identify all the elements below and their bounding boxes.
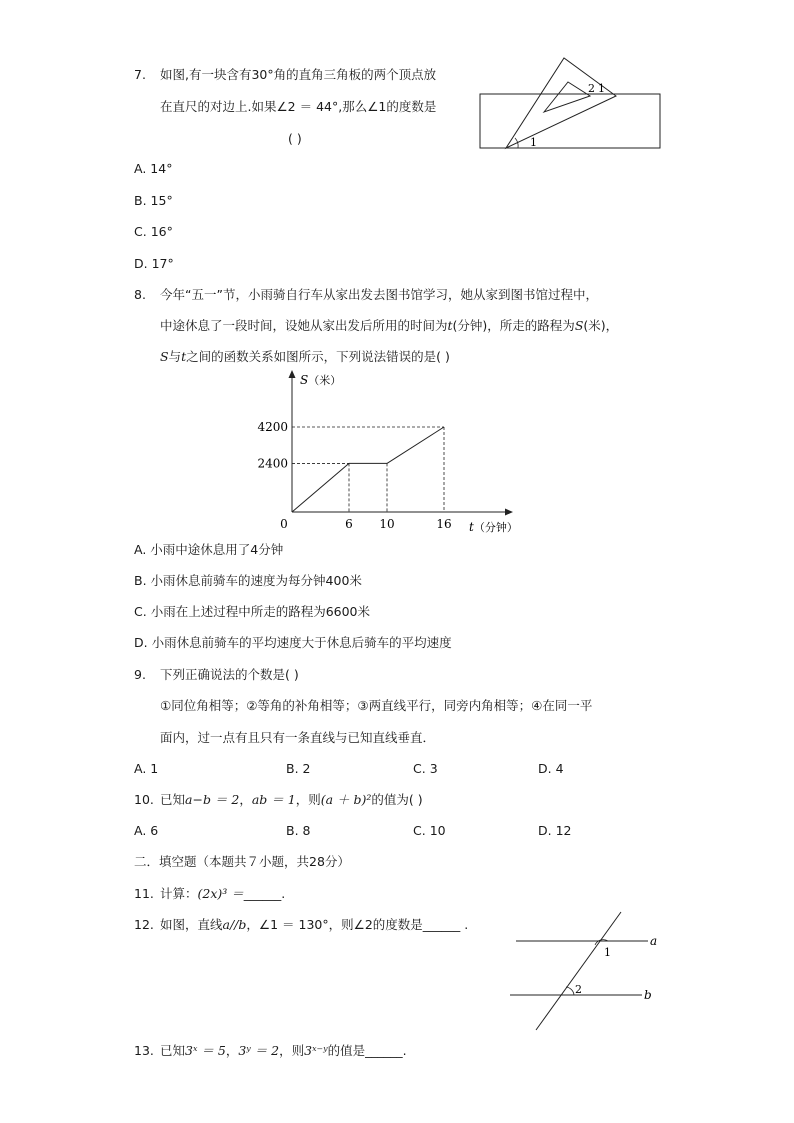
q8-text-line2: 中途休息了一段时间，设她从家出发后所用的时间为t(分钟)，所走的路程为S(米)， <box>160 318 619 333</box>
q12-blank[interactable]: ______ <box>422 917 461 932</box>
q11-number: 11. <box>134 886 154 901</box>
q7-text-line1: 如图,有一块含有30°角的直角三角板的两个顶点放 <box>160 67 437 82</box>
q13-text: 已知3ˣ ＝ 5，3ʸ ＝ 2，则3ˣ⁻ʸ的值是______. <box>160 1043 407 1058</box>
x-tick-label-10: 10 <box>379 517 395 531</box>
angle1-top-label: 1 <box>598 82 605 95</box>
q8-text-line1: 今年“五一”节，小雨骑自行车从家出发去图书馆学习，她从家到图书馆过程中， <box>160 287 598 302</box>
q8-option-b[interactable]: B. 小雨休息前骑车的速度为每分钟400米 <box>134 573 362 588</box>
q8-option-c[interactable]: C. 小雨在上述过程中所走的路程为6600米 <box>134 604 370 619</box>
y-axis-label: S（米） <box>300 373 342 387</box>
q8-distance-time-chart <box>240 368 540 538</box>
triangle-inner <box>544 82 590 112</box>
q11-blank[interactable]: ______ <box>243 886 282 901</box>
x-tick-label-16: 16 <box>436 517 452 531</box>
q7-option-b[interactable]: B. 15° <box>134 193 173 208</box>
q8-option-d[interactable]: D. 小雨休息前骑车的平均速度大于休息后骑车的平均速度 <box>134 635 452 650</box>
transversal <box>536 912 621 1030</box>
x-axis-arrow <box>505 509 513 516</box>
q7-answer-paren: ( ) <box>288 131 302 146</box>
label-angle2: 2 <box>575 983 582 996</box>
q8-text-line3: S与t之间的函数关系如图所示，下列说法错误的是( ) <box>160 349 450 364</box>
series-segment-2 <box>387 427 444 463</box>
origin-label: 0 <box>280 517 288 531</box>
q13-number: 13. <box>134 1043 154 1058</box>
angle2-label: 2 <box>588 82 595 95</box>
q13-blank[interactable]: ______ <box>365 1043 403 1058</box>
angle1-label: 1 <box>530 136 537 149</box>
q8-number: 8. <box>134 287 146 302</box>
series-segment-0 <box>292 463 349 512</box>
q9-number: 9. <box>134 667 146 682</box>
x-axis-label: t（分钟） <box>469 520 518 534</box>
q7-number: 7. <box>134 67 146 82</box>
q9-text-line1: 下列正确说法的个数是( ) <box>160 667 299 682</box>
q10-number: 10. <box>134 792 154 807</box>
q10-text: 已知a−b ＝ 2，ab ＝ 1，则(a ＋ b)²的值为( ) <box>160 792 423 807</box>
q7-option-d[interactable]: D. 17° <box>134 256 174 271</box>
label-b: b <box>644 988 652 1002</box>
section2-title: 二．填空题（本题共７小题，共28分） <box>134 854 350 869</box>
q9-option-b[interactable]: B. 2 <box>286 761 311 776</box>
q9-option-c[interactable]: C. 3 <box>413 761 438 776</box>
angle1-arc <box>595 940 608 945</box>
label-a: a <box>650 934 658 948</box>
q10-option-d[interactable]: D. 12 <box>538 823 572 838</box>
q9-text-line3: 面内，过一点有且只有一条直线与已知直线垂直． <box>160 730 436 745</box>
q11-text: 计算：(2x)³ ＝______. <box>160 886 286 901</box>
q10-option-b[interactable]: B. 8 <box>286 823 311 838</box>
x-tick-label-6: 6 <box>345 517 353 531</box>
q12-parallel-lines-figure <box>508 908 668 1033</box>
ruler <box>480 94 660 148</box>
q9-option-d[interactable]: D. 4 <box>538 761 564 776</box>
angle2-arc <box>566 987 574 995</box>
label-angle1: 1 <box>604 946 611 959</box>
q9-option-a[interactable]: A. 1 <box>134 761 159 776</box>
q8-option-a[interactable]: A. 小雨中途休息用了4分钟 <box>134 542 284 557</box>
y-tick-label-2400: 2400 <box>257 456 288 471</box>
y-axis-arrow <box>289 370 296 378</box>
q10-option-a[interactable]: A. 6 <box>134 823 159 838</box>
y-tick-label-4200: 4200 <box>257 420 288 434</box>
q9-text-line2: ①同位角相等；②等角的补角相等；③两直线平行，同旁内角相等；④在同一平 <box>160 698 593 713</box>
q7-option-c[interactable]: C. 16° <box>134 224 173 239</box>
q10-option-c[interactable]: C. 10 <box>413 823 446 838</box>
q7-option-a[interactable]: A. 14° <box>134 161 173 176</box>
triangle-outer <box>506 58 616 148</box>
q7-text-line2: 在直尺的对边上.如果∠2 ＝ 44°,那么∠1的度数是 <box>160 99 437 114</box>
q7-ruler-triangle-figure <box>478 58 668 154</box>
q12-number: 12. <box>134 917 154 932</box>
q12-text: 如图，直线a//b，∠1 ＝ 130°，则∠2的度数是______ . <box>160 917 469 932</box>
